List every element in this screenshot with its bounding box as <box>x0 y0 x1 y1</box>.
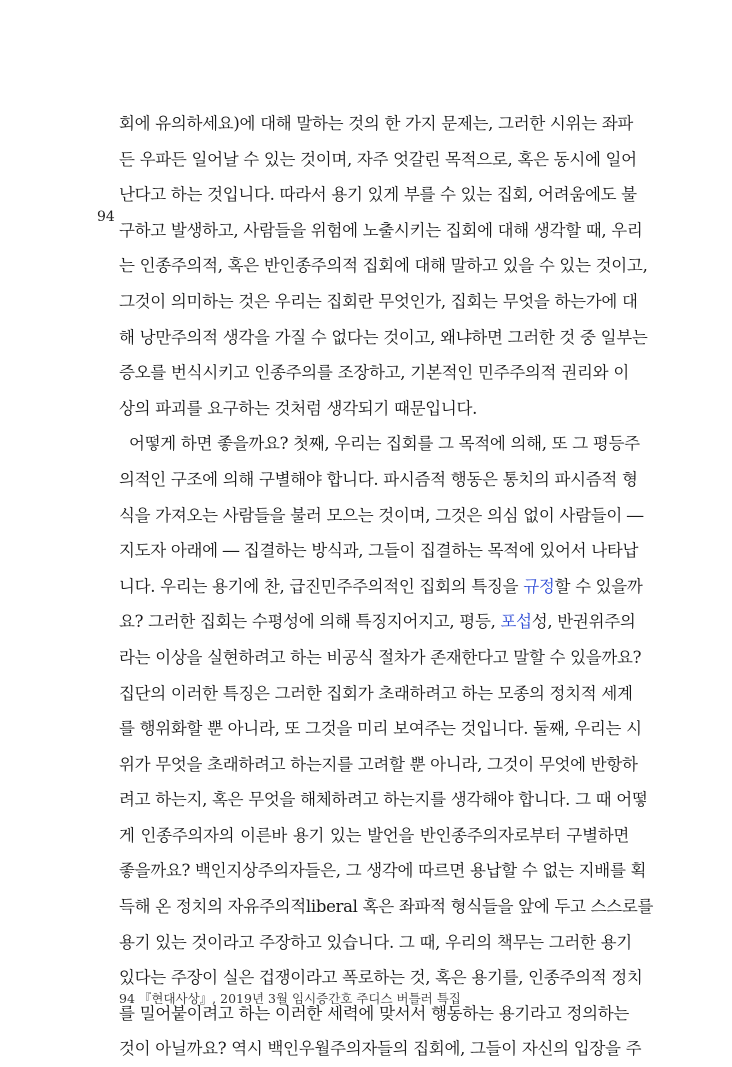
text-line: 위가 무엇을 초래하려고 하는지를 고려할 뿐 아니라, 그것이 무엇에 반항하 <box>119 754 638 774</box>
text-line: 를 행위화할 뿐 아니라, 또 그것을 미리 보여주는 것입니다. 둘째, 우리는 시 <box>119 719 642 739</box>
text-line <box>119 604 636 640</box>
text-line: 집단의 이러한 특징은 그러한 집회가 초래하려고 하는 모종의 정치적 세계 <box>119 683 633 703</box>
body-text <box>119 106 654 1067</box>
text-line: 식을 가져오는 사람들을 불러 모으는 것이며, 그것은 의심 없이 사람들이 ― <box>119 505 644 525</box>
text-line: 려고 하는지, 혹은 무엇을 해체하려고 하는지를 생각해야 합니다. 그 때 어떻 <box>119 790 648 810</box>
term-link-inclusion[interactable]: 포섭 <box>500 612 532 632</box>
text-line: 것이 아닐까요? 역시 백인우월주의자들의 집회에, 그들이 자신의 입장을 주 <box>119 1039 642 1059</box>
text-line: 의적인 구조에 의해 구별해야 합니다. 파시즘적 행동은 통치의 파시즘적 형 <box>119 469 638 489</box>
text-line: 득해 온 정치의 자유주의적liberal 혹은 좌파적 형식들을 앞에 두고 스스로를 <box>119 897 654 917</box>
text-line: 난다고 하는 것입니다. 따라서 용기 있게 부를 수 있는 집회, 어려움에도 불 <box>119 185 637 205</box>
term-link-regulation[interactable]: 규정 <box>523 576 555 596</box>
text-line: 라는 이상을 실현하려고 하는 비공식 절차가 존재한다고 말할 수 있을까요? <box>119 647 642 667</box>
text-segment: 니다. 우리는 용기에 찬, 급진민주주의적인 집회의 특징을 <box>119 576 524 596</box>
text-line: 를 밀어붙이려고 하는 이러한 세력에 맞서서 행동하는 용기라고 정의하는 <box>119 1003 629 1023</box>
text-segment: 성, 반권위주의 <box>531 612 636 632</box>
text-line: 그것이 의미하는 것은 우리는 집회란 무엇인가, 집회는 무엇을 하는가에 대 <box>119 291 638 311</box>
text-line: 좋을까요? 백인지상주의자들은, 그 생각에 따르면 용납할 수 없는 지배를 획 <box>119 861 647 881</box>
page-footer: 94 『현대사상』, 2019년 3월 임시증간호 주디스 버틀러 특집 <box>119 991 461 1006</box>
side-page-number: 94 <box>97 209 115 225</box>
text-segment: 요? 그러한 집회는 수평성에 의해 특징지어지고, 평등, <box>119 612 501 632</box>
text-line: 는 인종주의적, 혹은 반인종주의적 집회에 대해 말하고 있을 수 있는 것이고, <box>119 256 648 276</box>
text-line: 있다는 주장이 실은 겁쟁이라고 폭로하는 것, 혹은 용기를, 인종주의적 정치 <box>119 968 643 988</box>
text-line <box>119 569 643 605</box>
text-line: 지도자 아래에 ― 집결하는 방식과, 그들이 집결하는 목적에 있어서 나타납 <box>119 541 639 561</box>
text-line: 회에 유의하세요)에 대해 말하는 것의 한 가지 문제는, 그러한 시위는 좌파 <box>119 114 634 133</box>
text-line: 용기 있는 것이라고 주장하고 있습니다. 그 때, 우리의 책무는 그러한 용기 <box>119 932 632 952</box>
text-line: 게 인종주의자의 이른바 용기 있는 발언을 반인종주의자로부터 구별하면 <box>119 825 629 845</box>
text-line: 해 낭만주의적 생각을 가질 수 없다는 것이고, 왜냐하면 그러한 것 중 일부는 <box>119 327 648 347</box>
text-line: 증오를 번식시키고 인종주의를 조장하고, 기본적인 민주주의적 권리와 이 <box>119 363 629 383</box>
text-segment: 할 수 있을까 <box>554 576 643 596</box>
text-line: 어떻게 하면 좋을까요? 첫째, 우리는 집회를 그 목적에 의해, 또 그 평등주 <box>129 434 640 454</box>
text-line: 상의 파괴를 요구하는 것처럼 생각되기 때문입니다. <box>119 398 478 418</box>
text-line: 구하고 발생하고, 사람들을 위험에 노출시키는 집회에 대해 생각할 때, 우리 <box>119 220 643 240</box>
text-line: 든 우파든 일어날 수 있는 것이며, 자주 엇갈린 목적으로, 혹은 동시에 일어 <box>119 149 637 169</box>
